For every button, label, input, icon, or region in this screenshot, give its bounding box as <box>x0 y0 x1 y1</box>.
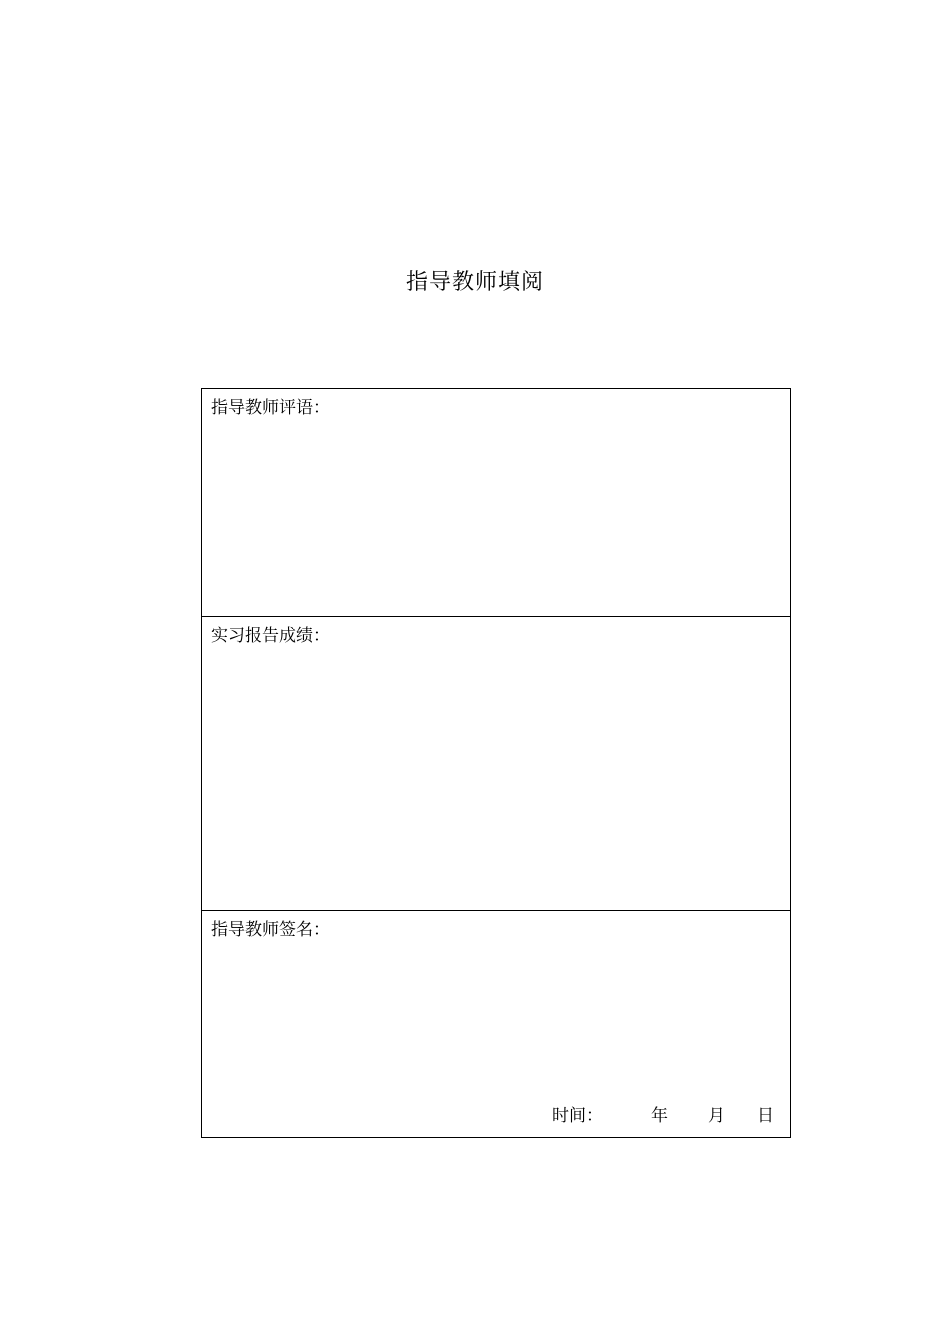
signature-date-line <box>552 1105 774 1127</box>
page-title: 指导教师填阅 <box>405 270 544 295</box>
teacher-signature-label: 指导教师签名： <box>211 920 330 940</box>
date-month-label: 月 <box>708 1106 725 1126</box>
report-grade-section[interactable] <box>202 617 790 911</box>
date-year-label: 年 <box>651 1106 668 1126</box>
date-prefix-label: 时间： <box>552 1106 603 1126</box>
date-day-label: 日 <box>757 1106 774 1126</box>
report-grade-label: 实习报告成绩： <box>211 626 330 646</box>
teacher-comment-section[interactable] <box>202 389 790 617</box>
evaluation-form-table <box>201 388 791 1138</box>
teacher-signature-section[interactable] <box>202 911 790 1137</box>
teacher-comment-label: 指导教师评语： <box>211 398 330 418</box>
